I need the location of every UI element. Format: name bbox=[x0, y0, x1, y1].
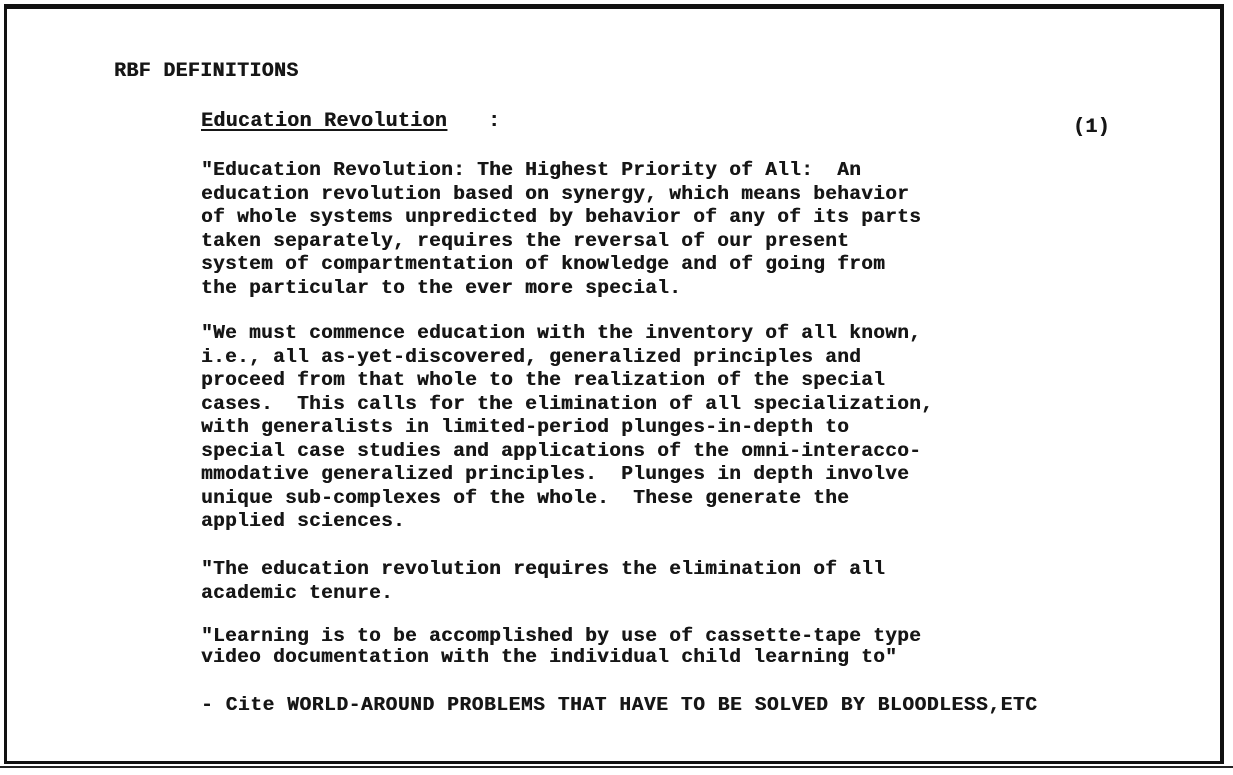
section-heading bbox=[201, 110, 447, 133]
section-colon: : bbox=[488, 110, 501, 133]
paragraph-learning: "Learning is to be accomplished by use of cassette-tape type video documentation with the individual child learning to" bbox=[201, 625, 922, 668]
document-header: RBF DEFINITIONS bbox=[114, 60, 299, 83]
next-page-edge bbox=[0, 766, 1233, 768]
paragraph-inventory: "We must commence education with the inventory of all known, i.e., all as-yet-discovered, generalized principles and proceed from that whole to the realization of the special cases. This calls for the elimination of all specialization, with generalists in limited-period plunges-in-depth to special case studies and applications of the omni-interacco- mmodative generalized principles. Plunges in depth involve unique sub-complexes of the whole. These generate the applied sciences. bbox=[201, 322, 934, 532]
paragraph-tenure: "The education revolution requires the elimination of all academic tenure. bbox=[201, 558, 886, 604]
handwritten-note: - Cite WORLD-AROUND PROBLEMS THAT HAVE TO BE SOLVED BY BLOODLESS,ETC bbox=[201, 694, 1038, 716]
section-title: Education Revolution bbox=[201, 110, 448, 133]
paragraph-synergy: "Education Revolution: The Highest Priority of All: An education revolution based on synergy, which means behavior of whole systems unpredicted by behavior of any of its parts taken separately, requires the reversal of our present system of compartmentation of knowledge and of going from the particular to the ever more special. bbox=[201, 159, 922, 299]
page-number: (1) bbox=[1073, 116, 1110, 139]
